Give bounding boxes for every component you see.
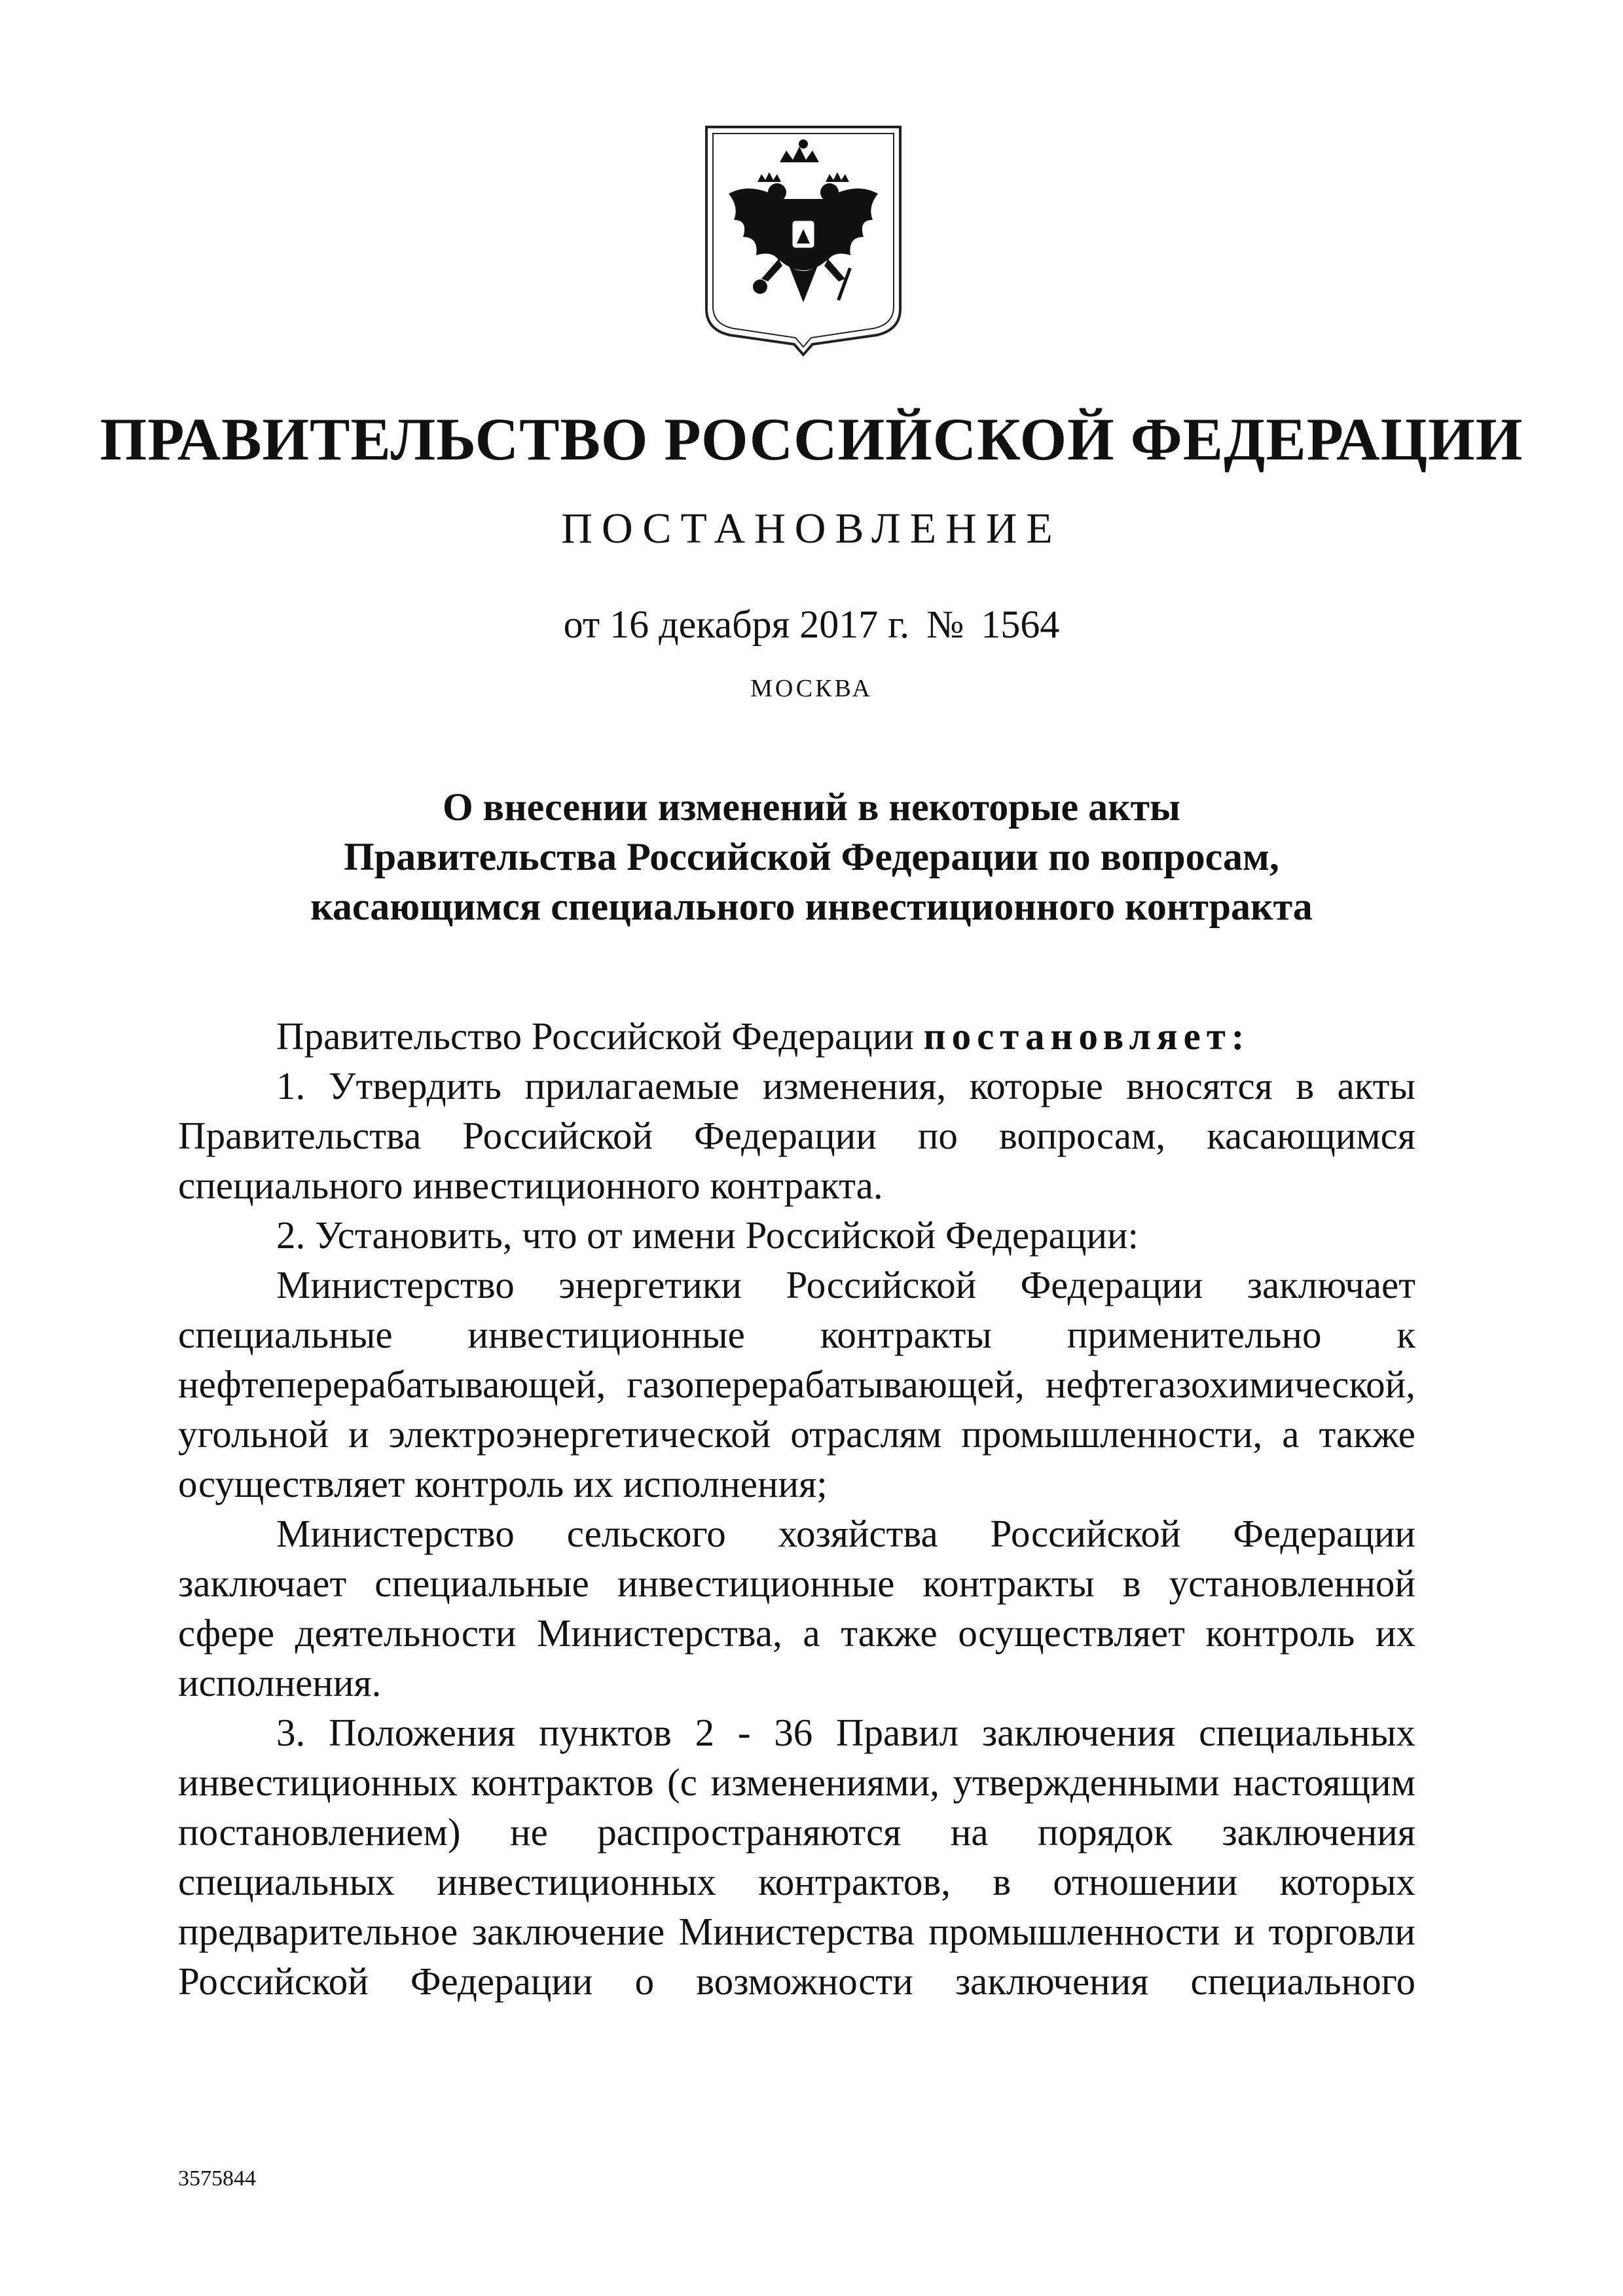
number-label: № [926, 603, 964, 646]
paragraph-2b: Министерство сельского хозяйства Российской Федерации заключает специальные инвестиционные контракты в установленной сфере деятельности Министерства, а также осуществляет контроль их исполнения. [178, 1512, 1415, 1704]
intro-text: Правительство Российской Федерации [276, 1014, 924, 1058]
document-date-line [0, 602, 1623, 647]
document-id: 3575844 [178, 2166, 256, 2191]
intro-paragraph [178, 1011, 1415, 1061]
document-date: от 16 декабря 2017 г. [563, 603, 910, 646]
paragraph-2: 2. Установить, что от имени Российской Федерации: [276, 1213, 1139, 1257]
document-type: ПОСТАНОВЛЕНИЕ [561, 505, 1062, 552]
heading-line: Правительства Российской Федерации по вопросам, [344, 835, 1279, 878]
coat-of-arms-emblem [700, 122, 907, 359]
heading-line: касающимся специального инвестиционного контракта [310, 885, 1313, 928]
document-number: 1564 [981, 603, 1060, 646]
heading-line: О внесении изменений в некоторые акты [443, 785, 1180, 829]
paragraph-3: 3. Положения пунктов 2 - 36 Правил заключения специальных инвестиционных контрактов (с изменениями, утвержденными настоящим постановлением) не распространяются на порядок заключения специальных инвестиционных контрактов, в отношении которых предварительное заключение Министерства промышленности и торговли Российской Федерации о возможности заключения специального [178, 1711, 1415, 2003]
paragraph-2a: Министерство энергетики Российской Федерации заключает специальные инвестиционные контракты применительно к нефтеперерабатывающей, газоперерабатывающей, нефтегазохимической, угольной и электроэнергетической отраслям промышленности, а также осуществляет контроль их исполнения; [178, 1263, 1415, 1505]
paragraph-1: 1. Утвердить прилагаемые изменения, которые вносятся в акты Правительства Российской Федерации по вопросам, касающимся специального инвестиционного контракта. [178, 1064, 1415, 1207]
city-name: МОСКВА [750, 675, 873, 702]
document-heading [0, 782, 1623, 931]
decree-word: постановляет: [923, 1014, 1250, 1058]
document-body [178, 1011, 1415, 2006]
government-name: ПРАВИТЕЛЬСТВО РОССИЙСКОЙ ФЕДЕРАЦИИ [100, 406, 1523, 473]
